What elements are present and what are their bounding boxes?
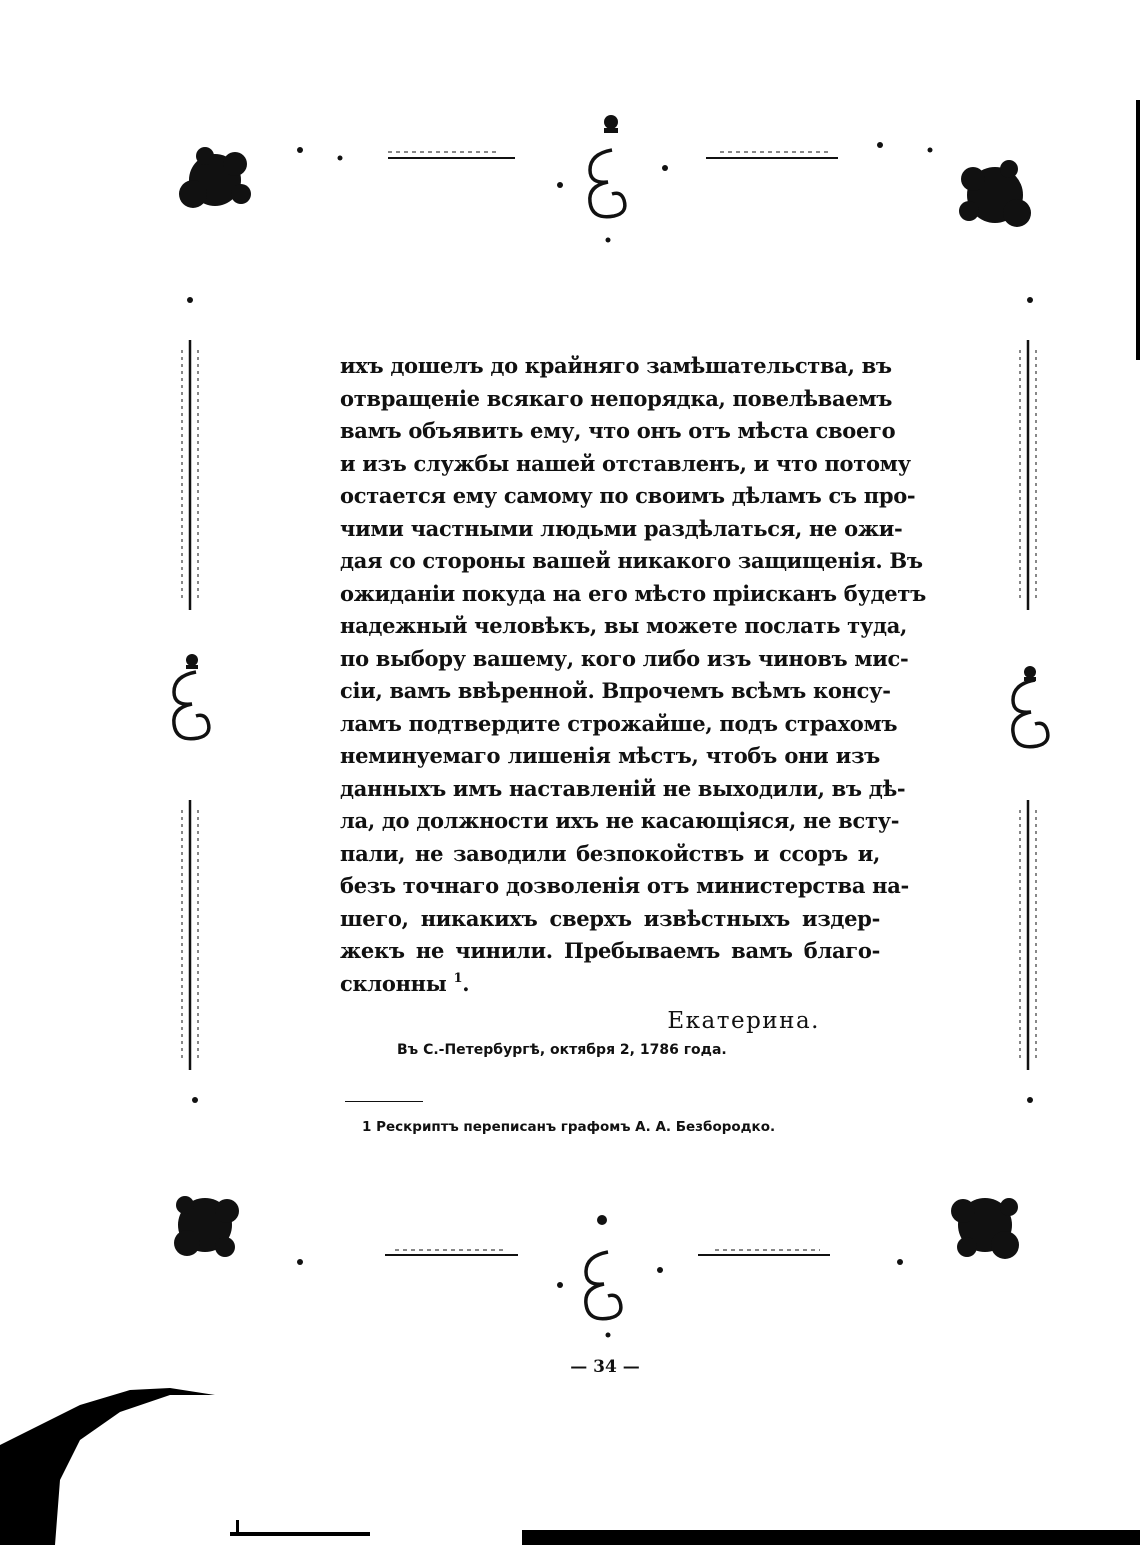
text-line: шего, никакихъ сверхъ извѣстныхъ издер- (340, 905, 880, 931)
text-line: надежный человѣкъ, вы можете послать туда, (340, 613, 908, 638)
text-line: по выбору вашему, кого либо изъ чиновъ мис- (340, 645, 909, 671)
text-line: дая со стороны вашей никакого защищенія. Въ (340, 548, 923, 573)
footnote-marker: 1 (453, 970, 463, 986)
text-line: безъ точнаго дозволенія отъ министерства на- (340, 873, 909, 898)
text-line: пали, не заводили безпокойствъ и ссоръ и, (340, 840, 880, 866)
page-number: — 34 — (570, 1357, 640, 1377)
text-line: остается ему самому по своимъ дѣламъ съ про- (340, 483, 916, 508)
text-line: ихъ дошелъ до крайняго замѣшательства, въ (340, 353, 892, 378)
text-line-words: склонны (340, 970, 447, 996)
date-line: Въ С.-Петербургѣ, октября 2, 1786 года. (397, 1042, 727, 1058)
text-line: чими частными людьми раздѣлаться, не ожи- (340, 515, 903, 541)
text-line: ламъ подтвердите строжайше, подъ страхомъ (340, 710, 898, 736)
text-line: жекъ не чинили. Пребываемъ вамъ благо- (340, 938, 880, 963)
footnote-divider (345, 1101, 423, 1102)
text-line: и изъ службы нашей отставленъ, и что потому (340, 450, 911, 476)
signature: Екатерина. (667, 1008, 820, 1034)
text-line: неминуемаго лишенія мѣстъ, чтобъ они изъ (340, 743, 880, 768)
text-line: ла, до должности ихъ не касающіяся, не всту- (340, 808, 900, 833)
text-line: ожиданіи покуда на его мѣсто пріисканъ будетъ (340, 580, 926, 606)
text-line: сіи, вамъ ввѣренной. Впрочемъ всѣмъ консу- (340, 678, 891, 703)
terminal-punctuation: . (462, 970, 470, 996)
main-text (340, 350, 926, 1000)
text-line: вамъ объявить ему, что онъ отъ мѣста своего (340, 418, 896, 443)
text-line-last (340, 968, 880, 1001)
text-line: отвращеніе всякаго непорядка, повелѣваемъ (340, 385, 893, 411)
footnote-text: 1 Рескриптъ переписанъ графомъ А. А. Безбородко. (362, 1119, 776, 1135)
text-line: данныхъ имъ наставленій не выходили, въ дѣ- (340, 775, 906, 801)
